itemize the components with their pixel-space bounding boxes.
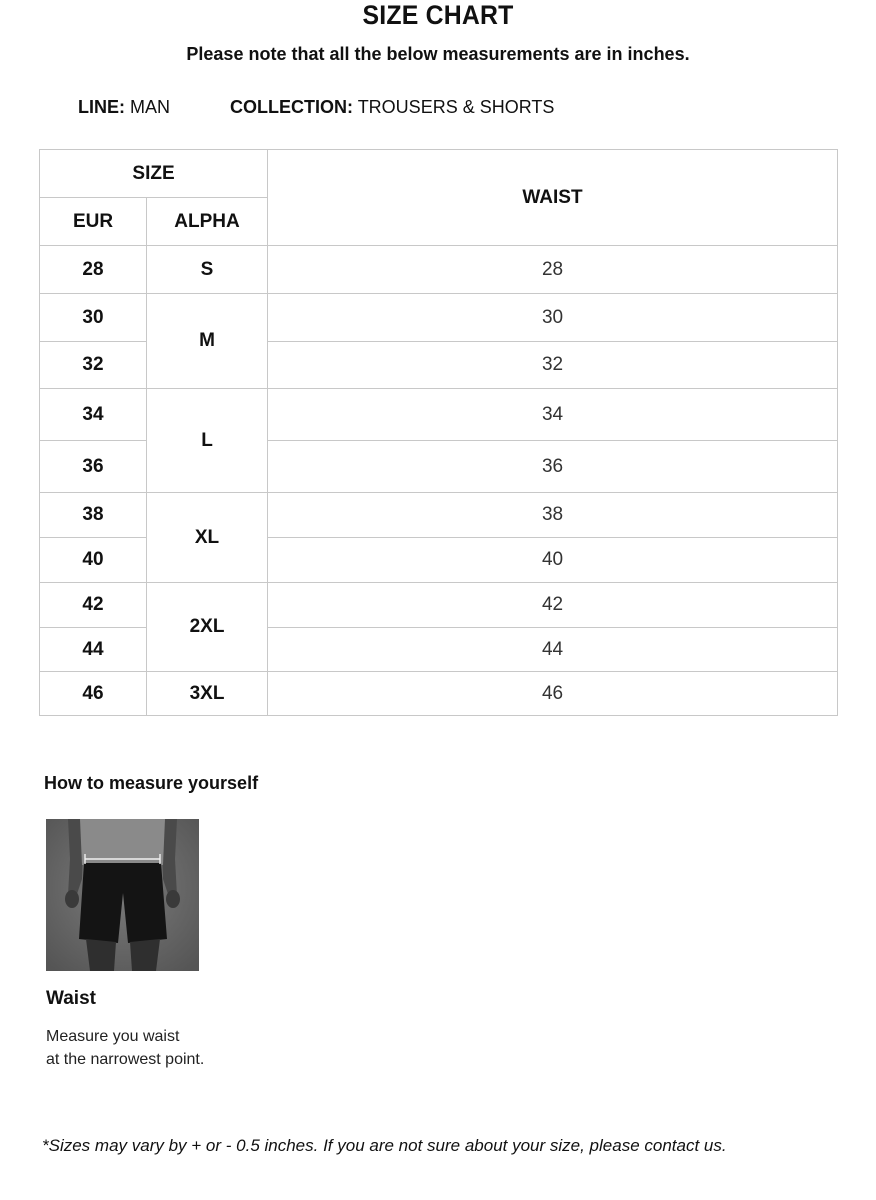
- eur-cell: 32: [40, 342, 147, 389]
- alpha-cell: L: [147, 389, 268, 493]
- alpha-cell: 3XL: [147, 672, 268, 716]
- waist-title: Waist: [46, 988, 96, 1009]
- waist-cell: 32: [268, 342, 838, 389]
- waist-cell: 34: [268, 389, 838, 441]
- waist-cell: 40: [268, 538, 838, 583]
- table-row: [40, 493, 838, 538]
- waist-cell: 44: [268, 628, 838, 672]
- waist-cell: 38: [268, 493, 838, 538]
- eur-cell: 28: [40, 246, 147, 294]
- eur-cell: 38: [40, 493, 147, 538]
- waist-description-line: at the narrowest point.: [46, 1051, 205, 1068]
- alpha-cell: M: [147, 294, 268, 389]
- waist-description-line: Measure you waist: [46, 1028, 180, 1045]
- eur-header: EUR: [40, 198, 147, 246]
- waist-header: WAIST: [268, 150, 838, 246]
- alpha-cell: 2XL: [147, 583, 268, 672]
- alpha-header: ALPHA: [147, 198, 268, 246]
- table-row: [40, 246, 838, 294]
- line-info: [78, 97, 170, 118]
- table-row: [40, 294, 838, 342]
- alpha-cell: S: [147, 246, 268, 294]
- eur-cell: 36: [40, 441, 147, 493]
- collection-info: [230, 97, 554, 118]
- waist-cell: 30: [268, 294, 838, 342]
- measurement-note: Please note that all the below measurements are in inches.: [186, 44, 690, 64]
- page-title: SIZE CHART: [362, 0, 514, 30]
- collection-label: COLLECTION:: [230, 97, 353, 117]
- size-chart-table: [39, 149, 838, 716]
- table-row: [40, 583, 838, 628]
- collection-value: TROUSERS & SHORTS: [357, 97, 555, 117]
- eur-cell: 44: [40, 628, 147, 672]
- size-disclaimer: *Sizes may vary by + or - 0.5 inches. If you are not sure about your size, please contact us.: [42, 1136, 727, 1155]
- table-row: [40, 389, 838, 441]
- alpha-cell: XL: [147, 493, 268, 583]
- eur-cell: 30: [40, 294, 147, 342]
- waist-measure-image: [46, 819, 199, 971]
- line-label: LINE:: [78, 97, 125, 117]
- size-header: SIZE: [40, 150, 268, 198]
- eur-cell: 34: [40, 389, 147, 441]
- waist-cell: 42: [268, 583, 838, 628]
- eur-cell: 42: [40, 583, 147, 628]
- waist-description: [46, 1025, 204, 1071]
- waist-cell: 46: [268, 672, 838, 716]
- measure-heading: How to measure yourself: [44, 773, 259, 793]
- waist-cell: 36: [268, 441, 838, 493]
- eur-cell: 40: [40, 538, 147, 583]
- eur-cell: 46: [40, 672, 147, 716]
- table-row: [40, 672, 838, 716]
- waist-cell: 28: [268, 246, 838, 294]
- line-value: MAN: [130, 97, 171, 117]
